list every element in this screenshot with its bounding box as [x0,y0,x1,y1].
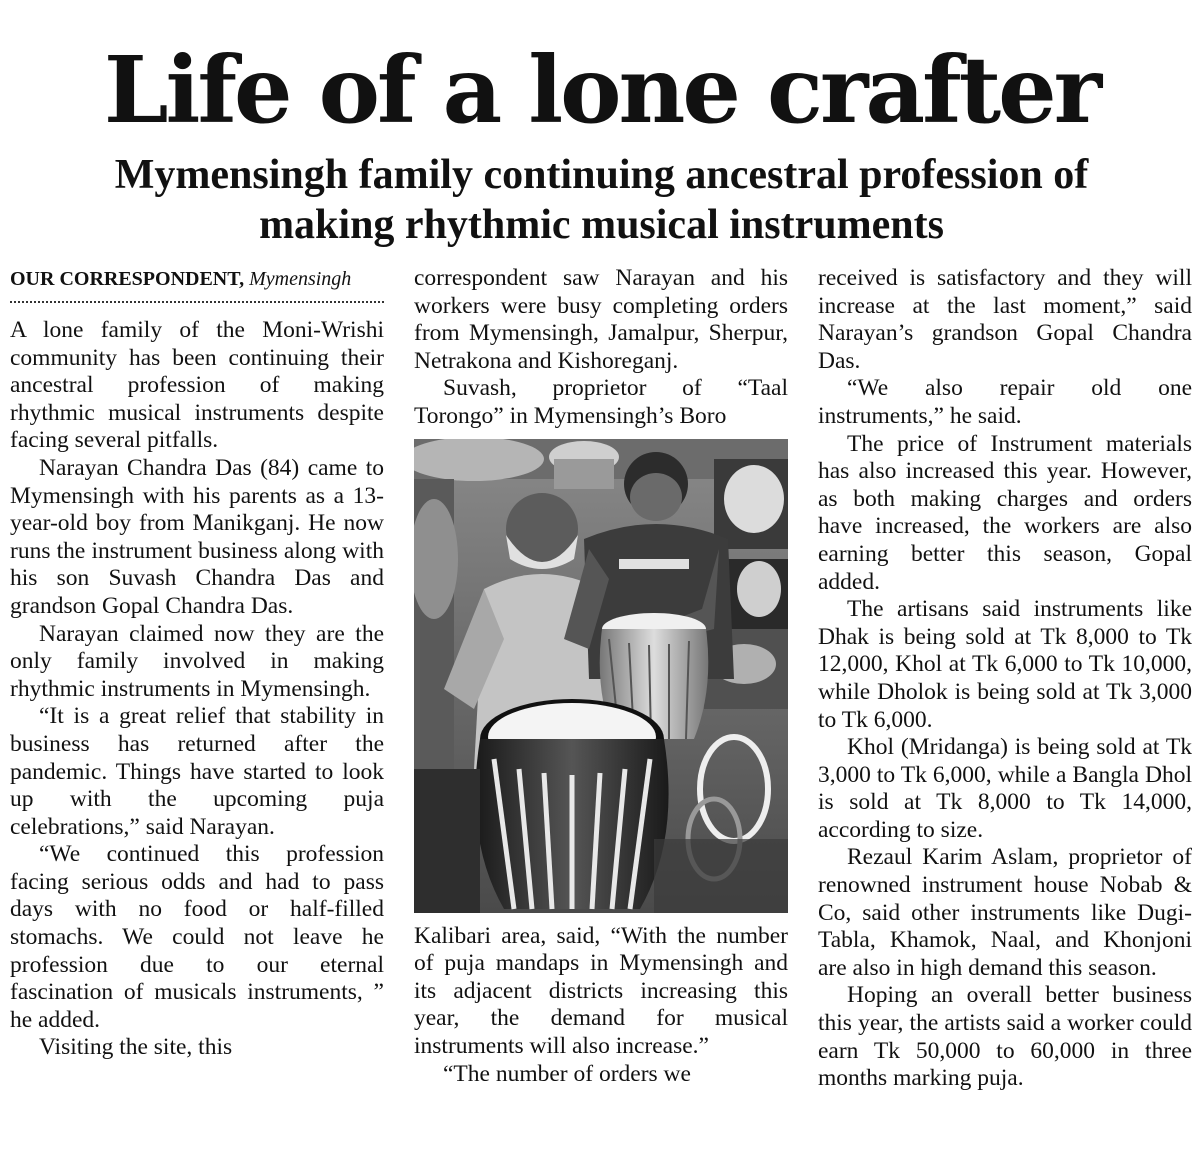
paragraph: Narayan Chandra Das (84) came to Mymensingh with his parents as a 13-year-old boy from Manikganj. He now runs the instrument business along with his son Suvash Chandra Das and grandson Gopal Chandra Das. [10,454,384,619]
paragraph: Suvash, proprietor of “Taal Torongo” in Mymensingh’s Boro [414,375,788,429]
paragraph: Rezaul Karim Aslam, proprietor of renowned instrument house Nobab & Co, said other instruments like Dugi-Tabla, Khamok, Naal, and Khonjoni are also in high demand this season. [818,844,1192,981]
subheadline [20,150,1183,250]
paragraph: received is satisfactory and they will increase at the last moment,” said Narayan’s grandson Gopal Chandra Das. [818,265,1192,374]
headline: Life of a lone crafter [103,36,1100,144]
paragraph: Kalibari area, said, “With the number of puja mandaps in Mymensingh and its adjacent districts increasing this year, the demand for musical instruments will also increase.” [414,922,788,1059]
paragraph: Khol (Mridanga) is being sold at Tk 3,000 to Tk 6,000, while a Bangla Dhol is sold at Tk 8,000 to Tk 14,000, according to size. [818,734,1192,843]
paragraph: “We also repair old one instruments,” he said. [818,375,1192,429]
paragraph: “We continued this profession facing serious odds and had to pass days with no food or half-filled stomachs. We could not leave he profession due to our eternal fascination of musicals instruments, ” he added. [10,841,384,1033]
paragraph: Hoping an overall better business this year, the artists said a worker could earn Tk 50,000 to 60,000 in three months marking puja. [818,982,1192,1092]
byline-divider [10,301,384,303]
paragraph: The price of Instrument materials has also increased this year. However, as both making charges and orders have increased, the workers are also earning better this season, Gopal added. [818,430,1192,595]
byline [10,265,384,293]
subheadline-line-2: making rhythmic musical instruments [259,202,944,248]
paragraph: “It is a great relief that stability in business has returned after the pandemic. Things have started to look up with the upcoming puja celebrations,” said Narayan. [10,703,384,840]
byline-name: OUR CORRESPONDENT, [10,268,245,290]
subheadline-line-1: Mymensingh family continuing ancestral profession of [114,152,1089,198]
paragraph: Visiting the site, this [39,1034,233,1061]
paragraph: A lone family of the Moni-Wrishi community has been continuing their ancestral profession of making rhythmic musical instruments despite facing several pitfalls. [10,317,384,454]
paragraph: The artisans said instruments like Dhak is being sold at Tk 8,000 to Tk 12,000, Khol at Tk 6,000 to Tk 10,000, while Dholok is being sold at Tk 3,000 to Tk 6,000. [818,596,1192,733]
byline-place: Mymensingh [249,268,352,290]
paragraph: “The number of orders we [443,1060,691,1087]
article-column-1 [10,265,384,1062]
paragraph: correspondent saw Narayan and his workers were busy completing orders from Mymensingh, Jamalpur, Sherpur, Netrakona and Kishoreganj. [414,265,788,374]
paragraph: Narayan claimed now they are the only family involved in making rhythmic instruments in Mymensingh. [10,620,384,702]
article-column-3 [818,265,1192,1093]
photo-craftsmen-with-drums [414,439,788,913]
article-column-2 [414,265,788,1088]
